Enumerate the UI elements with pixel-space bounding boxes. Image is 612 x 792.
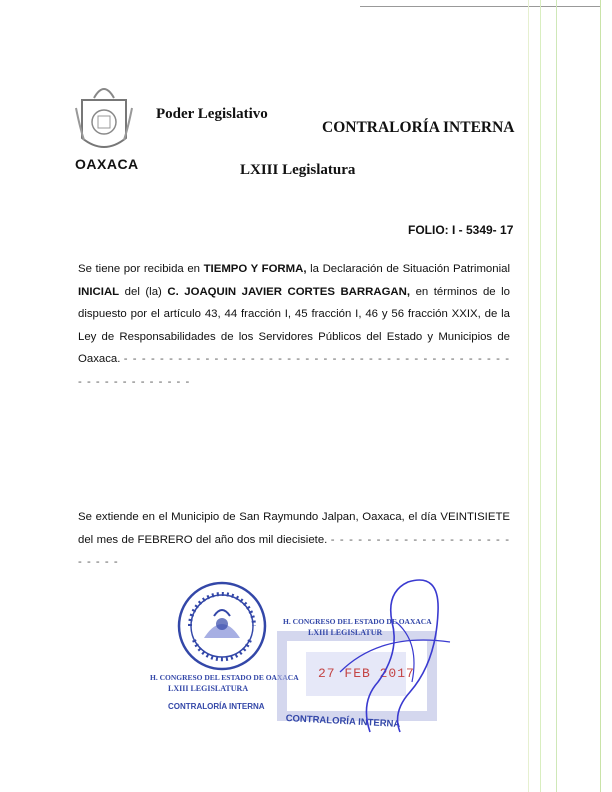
filler-dashes: - - - - - - - - - - - - - - - - - - - - - - - - - - - - - - - - - - - - - - - - - - - - - - - - - - - - - - - - [78,353,510,388]
oaxaca-coat-of-arms-logo [72,78,136,158]
date-received-stamp: 27 FEB 2017 [318,666,415,681]
bold-phrase: TIEMPO Y FORMA, [203,263,307,275]
contraloria-interna-title: CONTRALORÍA INTERNA [322,119,515,136]
stamp-line: H. CONGRESO DEL ESTADO DE OAXACA [283,617,432,626]
folio-number: FOLIO: I - 5349- 17 [408,223,514,237]
margin-line [540,0,541,792]
margin-line [528,0,529,792]
issuance-paragraph [78,506,510,574]
declarant-name: C. JOAQUIN JAVIER CORTES BARRAGAN, [167,285,411,298]
legislative-seal-stamp [176,580,268,672]
top-edge-line [360,6,600,7]
paragraph-text: la Declaración de Situación Patrimonial [306,263,510,275]
stamp-line: CONTRALORÍA INTERNA [168,702,265,711]
paragraph-text: Se extiende en el Municipio de San Raymundo Jalpan, Oaxaca, el día VEINTISIETE del mes de FEBRERO del año dos mil diecisiete. [78,511,510,546]
stamp-line: LXIII LEGISLATUR [308,628,383,637]
legislatura-title: LXIII Legislatura [240,162,356,178]
poder-legislativo-title: Poder Legislativo [156,106,268,122]
paragraph-text: del (la) [119,285,168,298]
stamp-line: H. CONGRESO DEL ESTADO DE OAXACA [150,673,299,682]
declaration-paragraph [78,258,510,394]
signature [300,572,460,742]
filler-dashes: - - - - - - - - - - - - - - - - - - - - - - - - - [78,533,510,569]
bold-phrase: INICIAL [78,285,120,298]
stamp-line: CONTRALORÍA INTERNA [285,713,401,730]
paragraph-text: Se tiene por recibida en [78,263,204,275]
margin-line [600,0,601,792]
margin-line [556,0,557,792]
stamp-line: LXIII LEGISLATURA [168,684,249,693]
seal-label: OAXACA [75,156,139,172]
paragraph-text: en términos de lo dispuesto por el artículo 43, 44 fracción I, 45 fracción I, 46 y 56 fracción XXIX, de la Ley de Responsabilidades de los Servidores Públicos del Estado y Municipios de Oaxaca. [78,285,510,366]
